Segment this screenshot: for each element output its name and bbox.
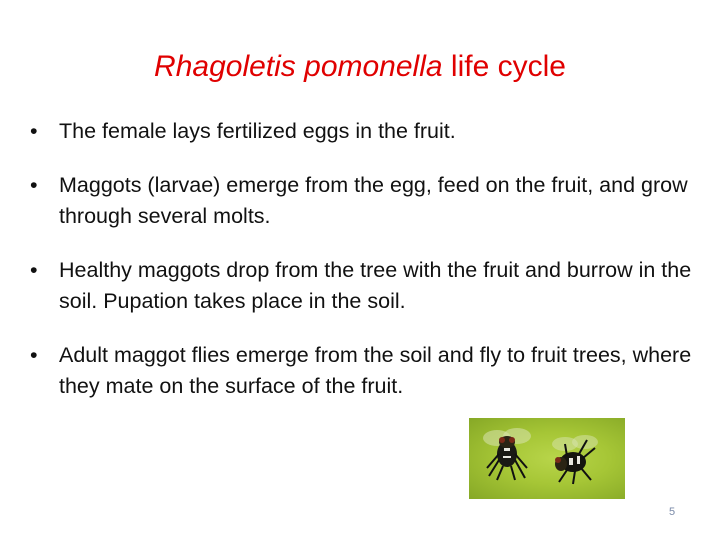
bullet-text: Healthy maggots drop from the tree with the fruit and burrow in the soil. Pupation takes place in the soil. [59, 258, 692, 313]
bullet-text: Maggots (larvae) emerge from the egg, feed on the fruit, and grow through several molts. [59, 173, 688, 228]
bullet-text: The female lays fertilized eggs in the fruit. [59, 119, 456, 143]
fly-right [552, 435, 598, 484]
title-scientific-name: Rhagoletis pomonella [154, 50, 443, 83]
bullet-dot: • [30, 119, 38, 143]
bullet-item [30, 170, 695, 232]
page-number: 5 [668, 506, 676, 518]
bullet-list [30, 116, 695, 425]
fly-left [483, 428, 531, 480]
bullet-dot: • [30, 343, 38, 367]
fruit-fly-illustration [469, 418, 625, 499]
slide-title [0, 45, 720, 89]
bullet-dot: • [30, 173, 38, 197]
bullet-dot: • [30, 258, 38, 282]
bullet-item [30, 116, 695, 147]
fruit-fly-photo [469, 418, 625, 499]
bullet-text: Adult maggot flies emerge from the soil and fly to fruit trees, where they mate on the surface of the fruit. [59, 343, 692, 398]
title-rest: life cycle [442, 50, 566, 83]
bullet-item [30, 340, 695, 402]
bullet-item [30, 255, 695, 317]
